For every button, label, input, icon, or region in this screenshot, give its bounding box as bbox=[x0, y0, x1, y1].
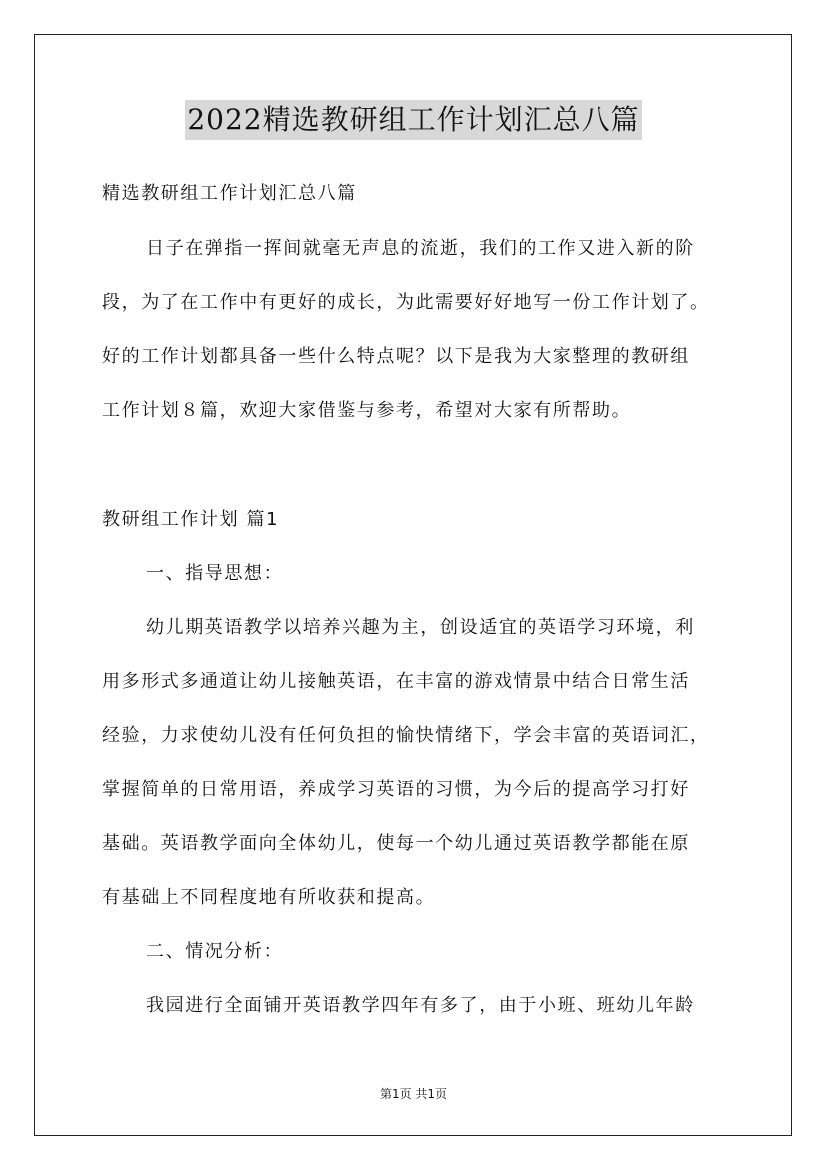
paragraph-line: 用多形式多通道让幼儿接触英语，在丰富的游戏情景中结合日常生活 bbox=[102, 671, 690, 692]
paragraph-line: 经验，力求使幼儿没有任何负担的愉快情绪下，学会丰富的英语词汇， bbox=[102, 725, 710, 746]
intro-line: 工作计划８篇，欢迎大家借鉴与参考，希望对大家有所帮助。 bbox=[102, 400, 632, 421]
heading-guiding-thought: 一、指导思想： bbox=[146, 563, 284, 584]
title-container bbox=[0, 100, 827, 140]
paragraph-line: 基础。英语教学面向全体幼儿，使每一个幼儿通过英语教学都能在原 bbox=[102, 833, 690, 854]
section-heading: 教研组工作计划 篇1 bbox=[102, 509, 280, 530]
heading-situation-analysis: 二、情况分析： bbox=[146, 941, 284, 962]
document-subtitle: 精选教研组工作计划汇总八篇 bbox=[102, 183, 357, 204]
paragraph-line: 有基础上不同程度地有所收获和提高。 bbox=[102, 887, 436, 908]
document-title: 2022精选教研组工作计划汇总八篇 bbox=[185, 100, 641, 140]
paragraph-line: 幼儿期英语教学以培养兴趣为主，创设适宜的英语学习环境，利 bbox=[146, 617, 695, 638]
paragraph-line: 掌握简单的日常用语，养成学习英语的习惯，为今后的提高学习打好 bbox=[102, 779, 690, 800]
intro-line: 段，为了在工作中有更好的成长，为此需要好好地写一份工作计划了。 bbox=[102, 292, 710, 313]
paragraph-line: 我园进行全面铺开英语教学四年有多了，由于小班、班幼儿年龄 bbox=[146, 995, 695, 1016]
intro-line: 日子在弹指一挥间就毫无声息的流逝，我们的工作又进入新的阶 bbox=[146, 238, 695, 259]
page-footer: 第1页 共1页 bbox=[379, 1087, 448, 1101]
intro-line: 好的工作计划都具备一些什么特点呢？以下是我为大家整理的教研组 bbox=[102, 346, 690, 367]
